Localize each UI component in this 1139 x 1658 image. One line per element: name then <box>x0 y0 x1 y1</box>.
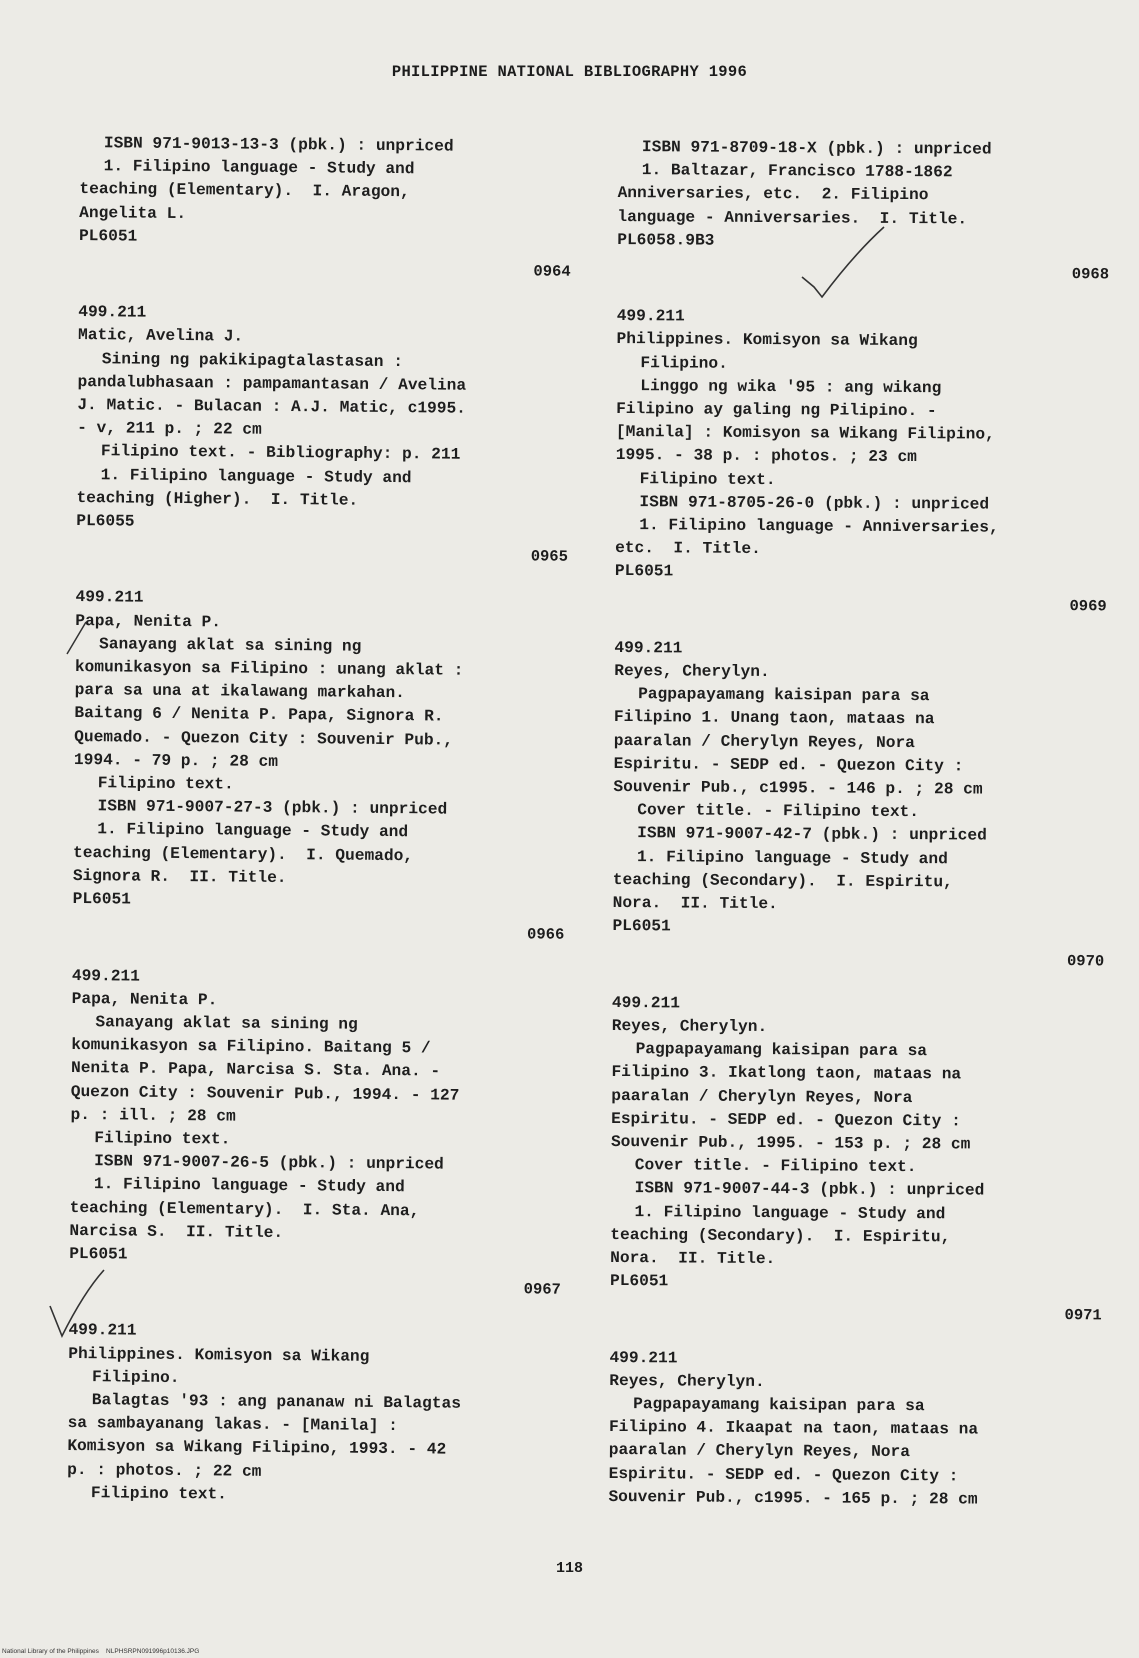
entry-line: Filipino ay galing ng Pilipino. - <box>616 400 937 421</box>
entry-line: Philippines. Komisyon sa Wikang <box>616 330 918 351</box>
entry-number: 0966 <box>527 925 565 944</box>
entry-line: PL6051 <box>614 562 674 581</box>
entry-line: Filipino text. <box>94 1129 231 1149</box>
entry-line: komunikasyon sa Filipino. Baitang 5 / <box>71 1036 431 1058</box>
entry-line: PL6058.9B3 <box>617 230 715 250</box>
entry-line: Souvenir Pub., c1995. - 146 p. ; 28 cm <box>613 778 983 799</box>
entry-line: Nora. II. Title. <box>612 894 778 914</box>
entry-number: 0968 <box>1071 265 1110 284</box>
entry-line: Filipino text. <box>639 469 776 489</box>
entry-line: Reyes, Cherylyn. <box>609 1371 765 1391</box>
entry-line: PL6051 <box>609 1272 669 1291</box>
entry-line: Espiritu. - SEDP ed. - Quezon City : <box>611 1109 961 1131</box>
entry-line: Filipino. <box>91 1367 180 1387</box>
handwritten-tick-mark-icon <box>64 618 94 658</box>
bibliographic-entry <box>69 964 572 1302</box>
entry-number: 0969 <box>1069 596 1107 616</box>
entry-number: 0964 <box>533 262 571 281</box>
entry-line: 1. Filipino language - Study and <box>100 465 412 487</box>
entry-line: [Manila] : Komisyon sa Wikang Filipino, <box>615 423 995 444</box>
entry-line: teaching (Elementary). I. Aragon, <box>79 180 410 202</box>
entry-number: 0970 <box>1066 951 1105 970</box>
entry-line: - v, 211 p. ; 22 cm <box>77 419 262 439</box>
bibliographic-entry <box>610 992 1112 1328</box>
bibliographic-entry <box>608 1347 1109 1513</box>
entry-line: Papa, Nenita P. <box>71 989 218 1010</box>
entry-line: Reyes, Cherylyn. <box>614 662 770 682</box>
entry-line: Quemado. - Quezon City : Souvenir Pub., <box>74 727 454 750</box>
entry-line: p. : ill. ; 28 cm <box>70 1105 236 1126</box>
bibliographic-entry <box>67 1319 569 1509</box>
entry-line: Pagpapayamang kaisipan para sa <box>633 1395 925 1416</box>
entry-line: 499.211 <box>71 966 140 986</box>
bibliographic-entry <box>79 132 580 284</box>
entry-number: 0965 <box>530 547 569 566</box>
entry-line: Souvenir Pub., c1995. - 165 p. ; 28 cm <box>608 1487 978 1509</box>
entry-line: Komisyon sa Wikang Filipino, 1993. - 42 <box>67 1437 447 1459</box>
entry-line: Filipino text. <box>97 774 234 794</box>
entry-line: Filipino text. <box>90 1483 228 1504</box>
entry-line: 1. Baltazar, Francisco 1788-1862 <box>641 161 953 182</box>
entry-line: Papa, Nenita P. <box>75 611 222 632</box>
entry-line: ISBN 971-8709-18-X (pbk.) : unpriced <box>641 138 992 159</box>
entry-line: 1. Filipino language - Study and <box>103 157 415 179</box>
entry-line: PL6051 <box>612 917 671 936</box>
handwritten-checkmark-icon <box>48 1268 108 1342</box>
entry-line: J. Matic. - Bulacan : A.J. Matic, c1995. <box>77 396 467 418</box>
bibliographic-entry <box>612 637 1114 973</box>
entry-line: teaching (Higher). I. Title. <box>76 488 359 510</box>
entry-line: sa sambayanang lakas. - [Manila] : <box>67 1414 398 1436</box>
entry-line: Espiritu. - SEDP ed. - Quezon City : <box>613 754 964 776</box>
entry-number: 0971 <box>1064 1306 1102 1325</box>
entry-line: para sa una at ikalawang markahan. <box>74 681 405 703</box>
entry-line: p. : photos. ; 22 cm <box>67 1460 262 1481</box>
entry-number: 0967 <box>523 1280 561 1299</box>
entry-line: Filipino text. - Bibliography: p. 211 <box>100 442 461 465</box>
entry-line: Sanayang aklat sa sining ng <box>98 635 362 656</box>
entry-line: 1994. - 79 p. ; 28 cm <box>73 750 279 771</box>
entry-line: teaching (Secondary). I. Espiritu, <box>610 1225 951 1247</box>
entry-line: Quezon City : Souvenir Pub., 1994. - 127 <box>70 1082 460 1105</box>
entry-line: Pagpapayamang kaisipan para sa <box>635 1040 928 1061</box>
entry-line: 499.211 <box>609 1348 678 1367</box>
entry-line: Signora R. II. Title. <box>72 866 287 887</box>
entry-line: 499.211 <box>78 303 147 322</box>
entry-line: ISBN 971-8705-26-0 (pbk.) : unpriced <box>639 493 990 514</box>
entry-line: 499.211 <box>614 638 683 658</box>
entry-line: Cover title. - Filipino text. <box>637 801 920 822</box>
entry-line: Narcisa S. II. Title. <box>69 1221 284 1242</box>
entry-line: PL6055 <box>76 512 135 531</box>
right-column <box>608 136 1118 1512</box>
entry-line: 1. Filipino language - Study and <box>97 820 409 842</box>
entry-line: PL6051 <box>78 226 138 246</box>
entry-line: 1. Filipino language - Study and <box>636 847 948 869</box>
entry-line: PL6051 <box>69 1244 128 1264</box>
page-number: 118 <box>555 1560 583 1577</box>
left-column <box>67 132 580 1510</box>
entry-line: language - Anniversaries. I. Title. <box>617 207 968 229</box>
entry-line: 499.211 <box>75 588 144 608</box>
entry-line: ISBN 971-9007-26-5 (pbk.) : unpriced <box>94 1152 444 1174</box>
entry-line: Cover title. - Filipino text. <box>634 1156 917 1177</box>
entry-line: Reyes, Cherylyn. <box>611 1016 768 1036</box>
bibliographic-entry <box>72 586 575 947</box>
entry-line: Angelita L. <box>79 203 187 223</box>
entry-line: teaching (Secondary). I. Espiritu, <box>612 870 953 892</box>
page-title: PHILIPPINE NATIONAL BIBLIOGRAPHY 1996 <box>391 63 748 81</box>
entry-line: paaralan / Cherylyn Reyes, Nora <box>613 731 915 752</box>
bibliographic-entry <box>615 305 1117 618</box>
entry-line: Filipino 4. Ikaapat na taon, mataas na <box>608 1418 979 1439</box>
entry-line: pandalubhasaan : pampamantasan / Avelina <box>77 372 467 395</box>
entry-line: Balagtas '93 : ang pananaw ni Balagtas <box>91 1391 462 1413</box>
entry-line: Filipino. <box>640 353 728 373</box>
entry-line: 499.211 <box>68 1321 137 1340</box>
entry-line: ISBN 971-9013-13-3 (pbk.) : unpriced <box>103 134 454 156</box>
entry-line: Philippines. Komisyon sa Wikang <box>68 1344 370 1366</box>
entry-line: Nora. II. Title. <box>610 1248 776 1269</box>
entry-line: Souvenir Pub., 1995. - 153 p. ; 28 cm <box>610 1132 971 1154</box>
entry-line: Linggo ng wika '95 : ang wikang <box>640 376 942 398</box>
entry-line: Nenita P. Papa, Narcisa S. Sta. Ana. - <box>70 1059 441 1081</box>
entry-line: Filipino 3. Ikatlong taon, mataas na <box>611 1063 962 1084</box>
entry-line: 499.211 <box>611 993 681 1013</box>
entry-line: 1. Filipino language - Study and <box>93 1175 405 1197</box>
bibliographic-entry <box>76 301 579 569</box>
entry-line: Espiritu. - SEDP ed. - Quezon City : <box>608 1464 959 1485</box>
entry-line: Filipino 1. Unang taon, mataas na <box>613 708 935 729</box>
entry-line: 1995. - 38 p. : photos. ; 23 cm <box>615 446 917 467</box>
entry-line: PL6051 <box>72 890 132 909</box>
entry-line: Anniversaries, etc. 2. Filipino <box>617 184 929 205</box>
entry-line: etc. I. Title. <box>615 539 761 559</box>
handwritten-checkmark-icon <box>800 225 910 305</box>
entry-line: ISBN 971-9007-42-7 (pbk.) : unpriced <box>637 824 987 846</box>
entry-line: paaralan / Cherylyn Reyes, Nora <box>611 1086 913 1107</box>
entry-line: ISBN 971-9007-44-3 (pbk.) : unpriced <box>634 1179 985 1200</box>
entry-line: 1. Filipino language - Anniversaries, <box>639 516 999 537</box>
entry-line: Matic, Avelina J. <box>77 326 244 346</box>
entry-line: ISBN 971-9007-27-3 (pbk.) : unpriced <box>97 797 448 819</box>
entry-line: 499.211 <box>616 307 685 326</box>
entry-line: Pagpapayamang kaisipan para sa <box>638 685 930 706</box>
entry-line: Sining ng pakikipagtalastasan : <box>101 349 404 371</box>
entry-line: Sanayang aklat sa sining ng <box>95 1013 358 1034</box>
entry-line: 1. Filipino language - Study and <box>634 1202 946 1223</box>
scan-colophon: National Library of the Philippines NLPHSRPN091996p10136.JPG <box>2 1648 200 1655</box>
entry-line: teaching (Elementary). I. Sta. Ana, <box>69 1198 420 1220</box>
entry-line: komunikasyon sa Filipino : unang aklat : <box>74 658 464 680</box>
entry-line: teaching (Elementary). I. Quemado, <box>72 843 414 865</box>
entry-line: Baitang 6 / Nenita P. Papa, Signora R. <box>74 704 444 726</box>
entry-line: paaralan / Cherylyn Reyes, Nora <box>608 1441 911 1462</box>
